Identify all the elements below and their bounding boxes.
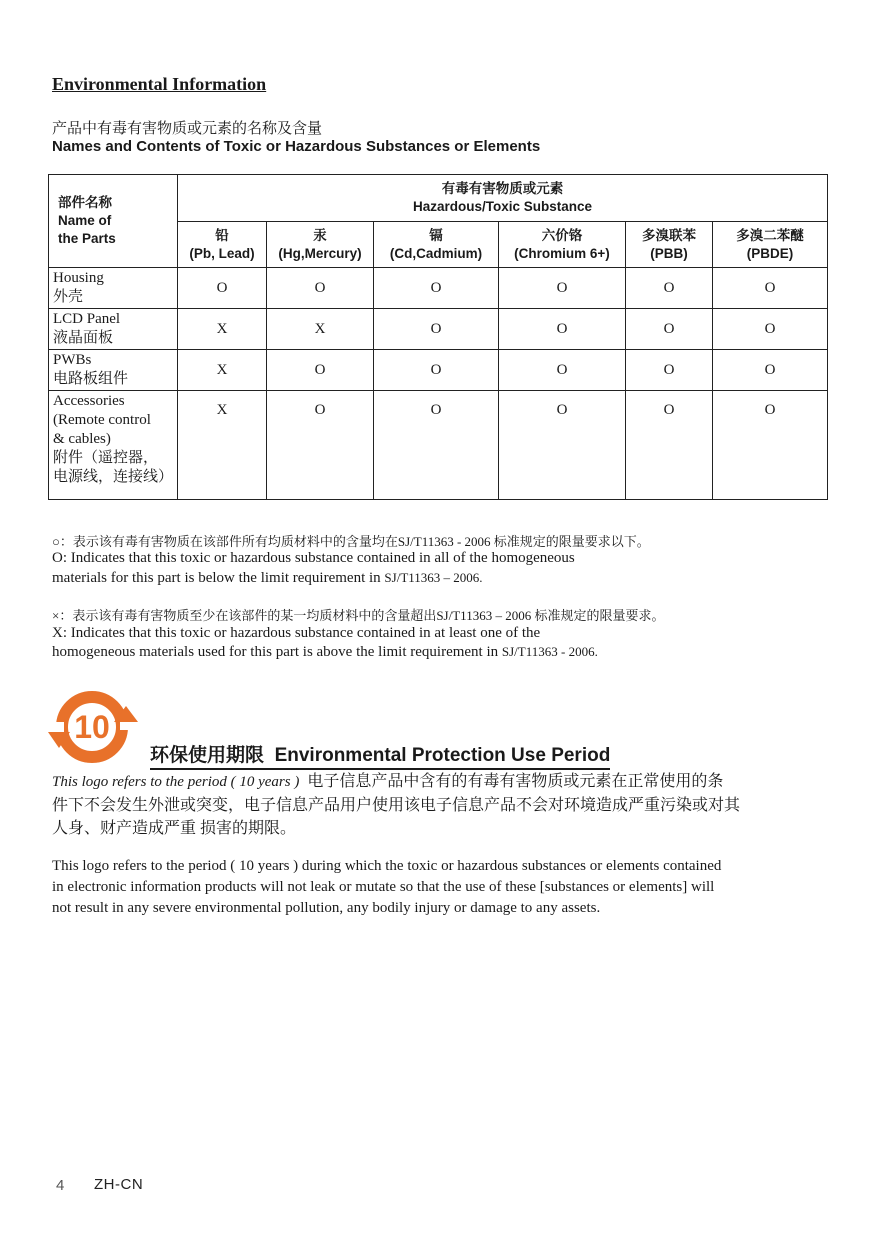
note-o-zh: ○：表示该有毒有害物质在该部件所有均质材料中的含量均在SJ/T11363 - 2006 标准规定的限量要求以下。 [52, 534, 650, 549]
part-name-line: 液晶面板 [53, 330, 114, 346]
value-cell: O [713, 391, 828, 500]
page-number: 4 [56, 1177, 65, 1194]
value-cell: O [499, 309, 626, 350]
part-name-cell [49, 391, 178, 500]
note-o-en-line2 [52, 570, 483, 587]
col-header-pbb [626, 222, 713, 268]
part-name-cell [49, 350, 178, 391]
col-header-chromium [499, 222, 626, 268]
value-cell: O [267, 350, 374, 391]
col-header-pbb-en: (PBB) [650, 245, 688, 261]
hazardous-substance-table [48, 174, 828, 500]
part-name-line: 外壳 [53, 289, 84, 305]
value-cell: O [499, 391, 626, 500]
value-cell: O [626, 309, 713, 350]
note-o-en-line1: O: Indicates that this toxic or hazardous substance contained in all of the homogeneous [52, 550, 575, 566]
value-cell: O [374, 268, 499, 309]
note-x-standard: SJ/T11363 - 2006. [501, 644, 598, 659]
subtitle-chinese: 产品中有毒有害物质或元素的名称及含量 [52, 120, 323, 137]
note-o-en-line2-main: materials for this part is below the limit requirement in [52, 570, 385, 586]
note-x-en-line2-main: homogeneous materials used for this part is above the limit requirement in [52, 644, 502, 660]
logo-description-en [52, 856, 812, 919]
col-header-pbde-en: (PBDE) [746, 245, 794, 261]
col-header-lead-en: (Pb, Lead) [189, 245, 255, 261]
epup-heading [150, 744, 610, 770]
part-name-line: (Remote control [53, 412, 151, 428]
substance-group-header [178, 175, 828, 222]
part-name-line: & cables) [53, 431, 111, 447]
value-cell: O [267, 391, 374, 500]
substance-header-zh: 有毒有害物质或元素 [441, 181, 564, 196]
note-o-standard: SJ/T11363 – 2006. [384, 570, 483, 585]
value-cell: O [499, 268, 626, 309]
col-header-chromium-zh: 六价铬 [541, 227, 583, 243]
note-x-en-line1: X: Indicates that this toxic or hazardous substance contained in at least one of the [52, 625, 541, 641]
col-header-cadmium [374, 222, 499, 268]
part-name-line: Accessories [53, 393, 125, 409]
part-name-line: PWBs [53, 352, 92, 368]
substance-header-en: Hazardous/Toxic Substance [413, 199, 593, 214]
value-cell: X [178, 350, 267, 391]
part-name-line: 电路板组件 [53, 371, 129, 387]
part-name-line: 电源线，连接线） [53, 469, 174, 485]
col-header-cadmium-zh: 镉 [429, 227, 443, 243]
logo-para-zh-line1: 电子信息产品中含有的有毒有害物质或元素在正常使用的条 [307, 773, 724, 790]
en-para-line1: This logo refers to the period ( 10 years ) during which the toxic or hazardous substances or elements contained [52, 858, 722, 874]
subtitle-english: Names and Contents of Toxic or Hazardous Substances or Elements [52, 138, 541, 155]
page-title: Environmental Information [52, 74, 267, 94]
col-header-mercury-en: (Hg,Mercury) [278, 245, 362, 261]
col-header-mercury [267, 222, 374, 268]
part-name-line: 附件（遥控器， [53, 450, 159, 466]
table-row-lcd-panel [49, 309, 828, 350]
parts-header-en-2: the Parts [58, 231, 116, 246]
col-header-chromium-en: (Chromium 6+) [514, 245, 610, 261]
value-cell: O [499, 350, 626, 391]
value-cell: X [178, 391, 267, 500]
table-row-pwbs [49, 350, 828, 391]
value-cell: O [374, 350, 499, 391]
value-cell: O [178, 268, 267, 309]
epup-heading-en: Environmental Protection Use Period [274, 745, 611, 766]
parts-column-header [49, 175, 178, 268]
value-cell: O [626, 350, 713, 391]
epup-heading-zh: 环保使用期限 [150, 745, 265, 766]
part-name-line: LCD Panel [53, 311, 121, 327]
language-code: ZH-CN [94, 1176, 144, 1193]
part-name-cell [49, 268, 178, 309]
col-header-mercury-zh: 汞 [313, 227, 327, 243]
logo-para-zh-line3: 人身、财产造成严重 损害的期限。 [52, 820, 297, 837]
value-cell: O [713, 350, 828, 391]
note-x-en-line2 [52, 644, 598, 661]
col-header-cadmium-en: (Cd,Cadmium) [389, 245, 483, 261]
value-cell: O [713, 268, 828, 309]
table-row-housing [49, 268, 828, 309]
col-header-pbb-zh: 多溴联苯 [642, 227, 696, 243]
parts-header-zh: 部件名称 [58, 195, 112, 210]
col-header-lead [178, 222, 267, 268]
col-header-lead-zh: 铅 [215, 227, 229, 243]
epup-10-logo [48, 688, 138, 768]
en-para-line2: in electronic information products will not leak or mutate so that the use of these [substances or elements] will [52, 879, 715, 895]
value-cell: X [178, 309, 267, 350]
logo-para-italic: This logo refers to the period ( 10 years ) [52, 774, 300, 790]
value-cell: O [626, 268, 713, 309]
col-header-pbde [713, 222, 828, 268]
en-para-line3: not result in any severe environmental pollution, any bodily injury or damage to any assets. [52, 900, 601, 916]
parts-header-en-1: Name of [58, 213, 112, 228]
value-cell: O [374, 309, 499, 350]
value-cell: O [267, 268, 374, 309]
value-cell: O [713, 309, 828, 350]
table-row-accessories [49, 391, 828, 500]
part-name-line: Housing [53, 270, 104, 286]
col-header-pbde-zh: 多溴二苯醚 [736, 227, 804, 243]
note-x-zh: ×：表示该有毒有害物质至少在该部件的某一均质材料中的含量超出SJ/T11363 – 2006 标准规定的限量要求。 [52, 608, 665, 623]
logo-para-line1 [52, 770, 812, 794]
logo-para-zh-line2: 件下不会发生外泄或突变，电子信息产品用户使用该电子信息产品不会对环境造成严重污染或对其 [52, 797, 741, 814]
value-cell: O [626, 391, 713, 500]
value-cell: O [374, 391, 499, 500]
value-cell: X [267, 309, 374, 350]
logo-description-zh [52, 770, 812, 840]
part-name-cell [49, 309, 178, 350]
logo-number: 10 [74, 709, 110, 745]
